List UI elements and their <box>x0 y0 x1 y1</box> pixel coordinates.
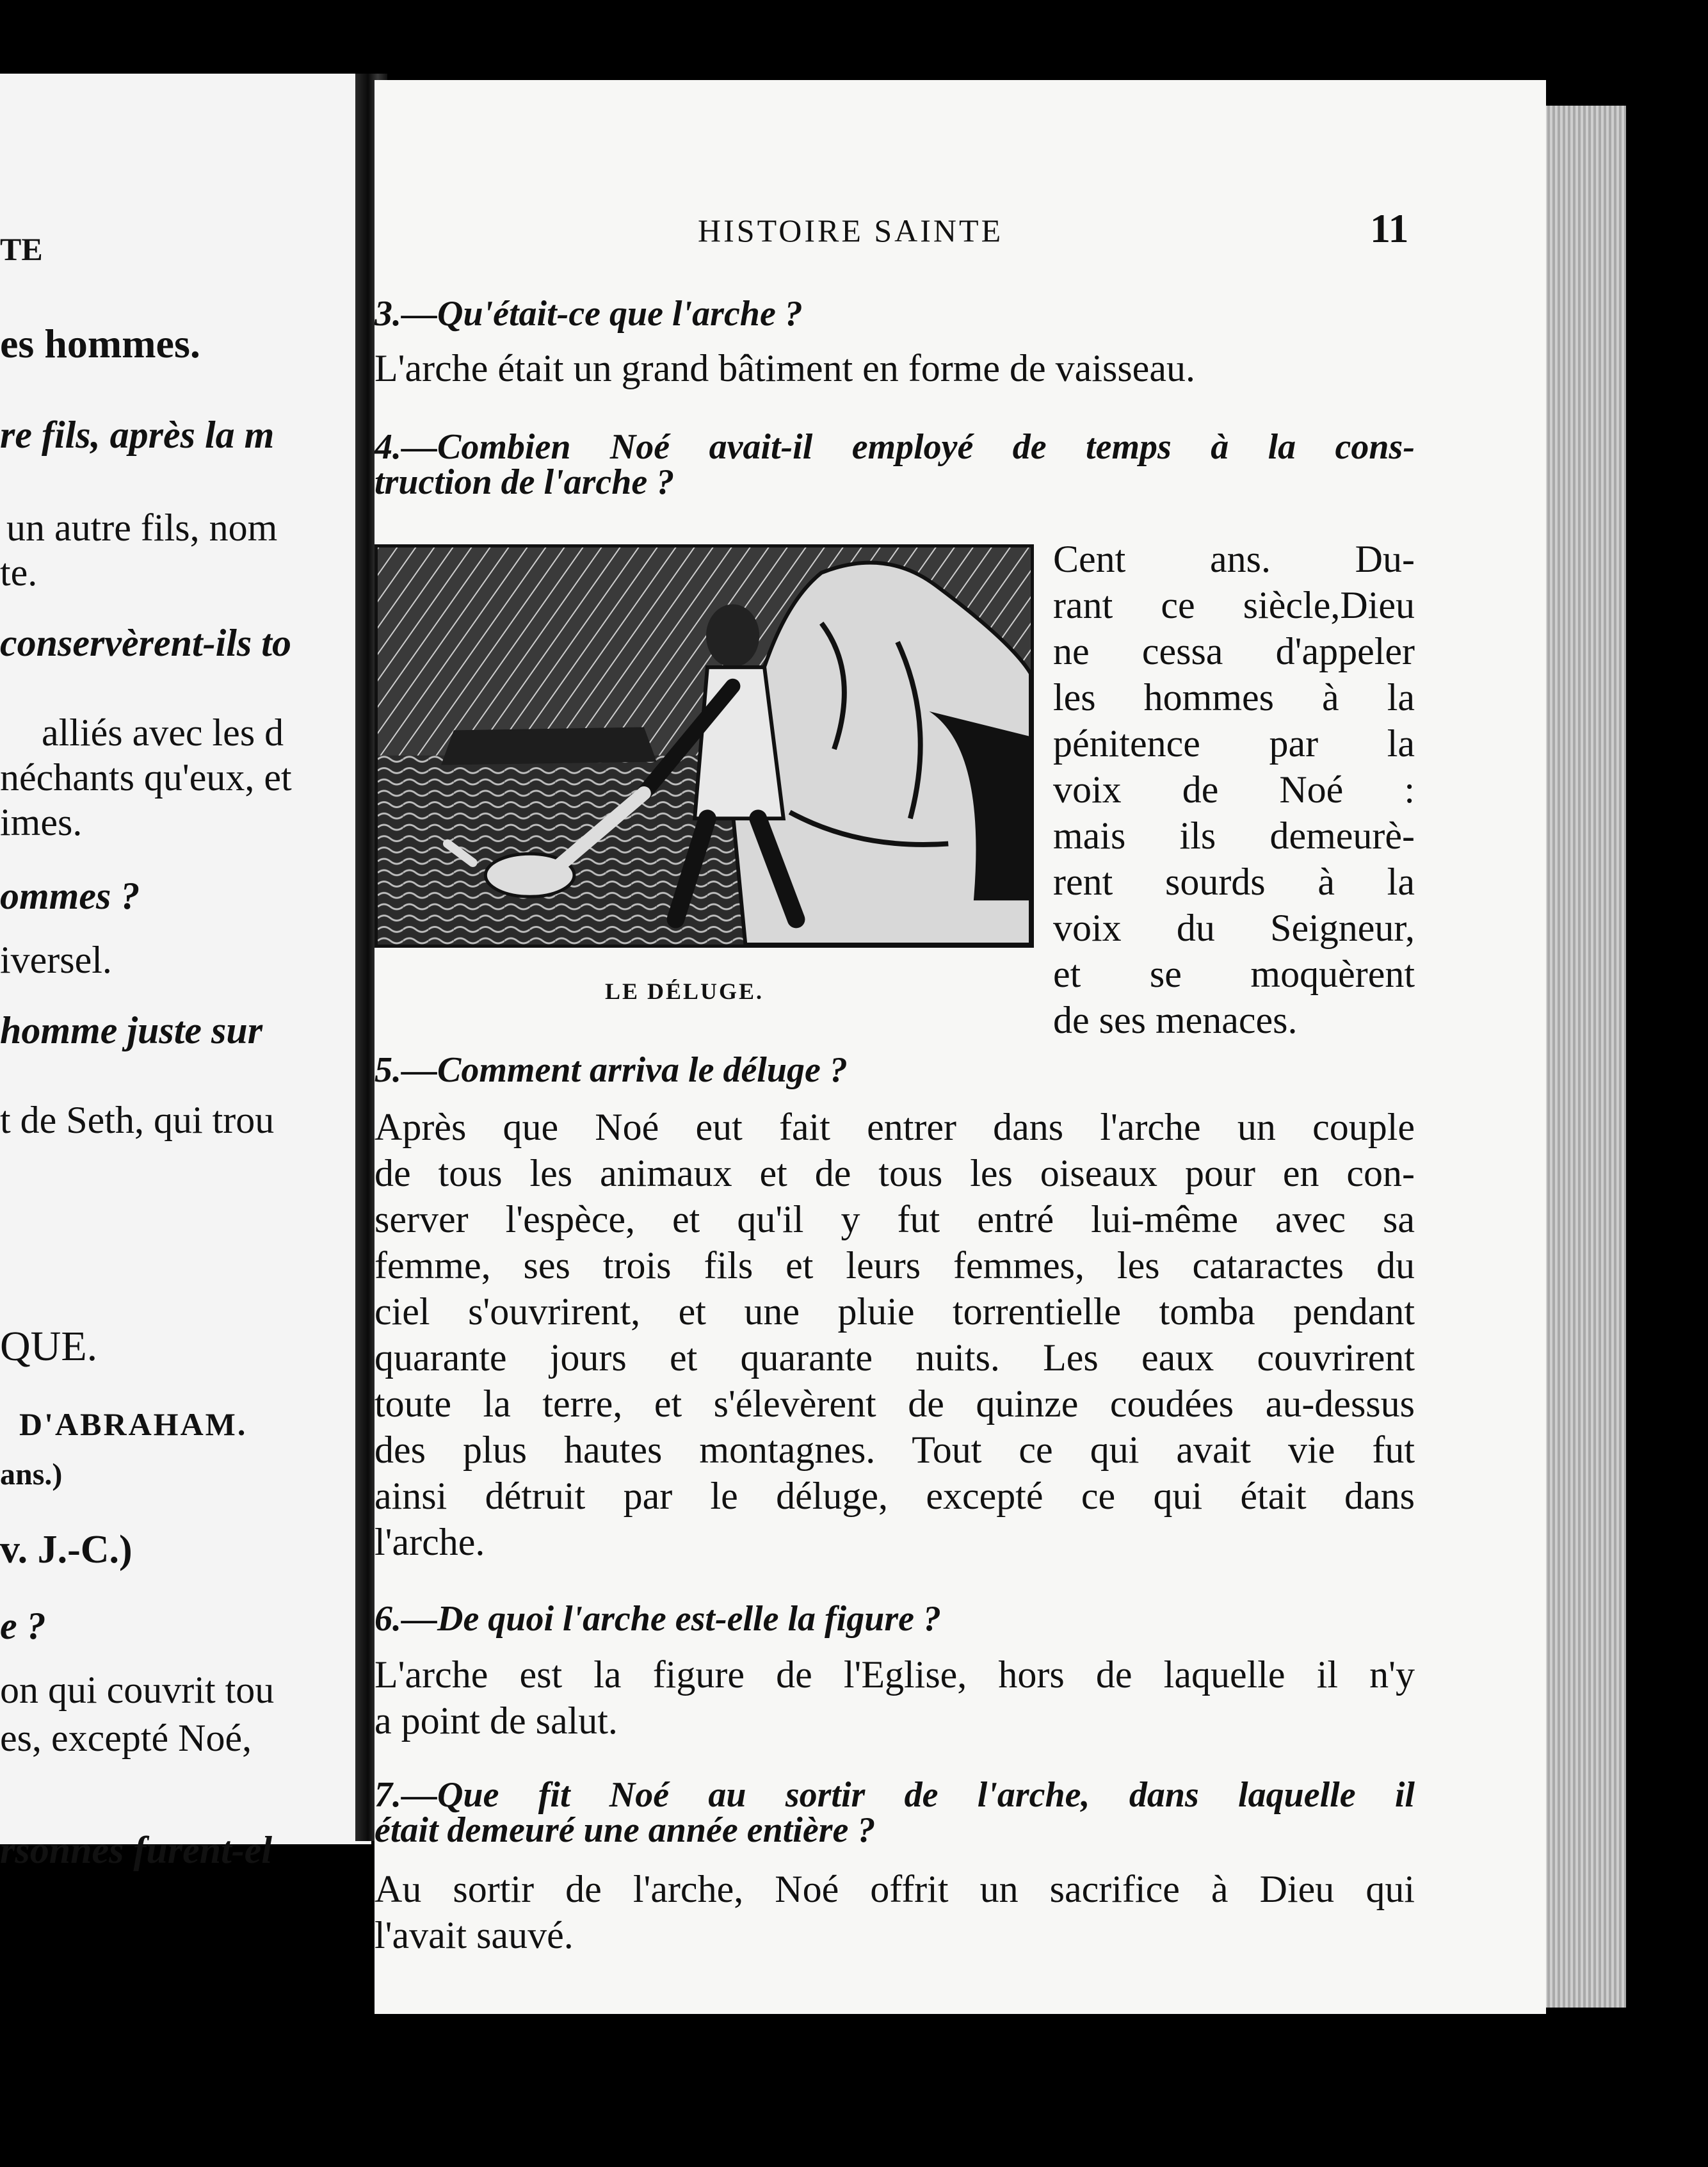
answer-5-line: ainsi détruit par le déluge, excepté ce qui était dans <box>375 1475 1415 1517</box>
left-line: te. <box>0 551 38 594</box>
answer-4-line: de ses menaces. <box>1053 999 1298 1041</box>
answer-4-line: rent sourds à la <box>1053 861 1415 903</box>
running-head: HISTOIRE SAINTE <box>698 213 1004 248</box>
right-page <box>375 80 1546 2014</box>
question-6: 6.—De quoi l'arche est-elle la figure ? <box>375 1599 942 1639</box>
left-line: on qui couvrit tou <box>0 1669 275 1711</box>
answer-7-line: Au sortir de l'arche, Noé offrit un sacrifice à Dieu qui <box>375 1868 1415 1910</box>
left-page <box>0 74 371 1871</box>
answer-3: L'arche était un grand bâtiment en forme de vaisseau. <box>375 347 1195 389</box>
question-5: 5.—Comment arriva le déluge ? <box>375 1050 848 1090</box>
answer-7-line: l'avait sauvé. <box>375 1914 574 1956</box>
question-7-line: était demeuré une année entière ? <box>375 1810 876 1850</box>
answer-5-line: Après que Noé eut fait entrer dans l'arche un couple <box>375 1106 1415 1148</box>
answer-4-line: ne cessa d'appeler <box>1053 630 1415 672</box>
left-line: t de Seth, qui trou <box>0 1099 275 1141</box>
left-line: es hommes. <box>0 321 200 366</box>
answer-5-line: l'arche. <box>375 1521 485 1563</box>
left-line: alliés avec les d <box>42 711 284 754</box>
page-number: 11 <box>1370 206 1409 251</box>
left-line: un autre fils, nom <box>6 507 278 549</box>
left-line: QUE. <box>0 1323 98 1370</box>
page-edge <box>1540 106 1626 2008</box>
left-line: imes. <box>0 801 83 843</box>
answer-5-line: server l'espèce, et qu'il y fut entré lui-même avec sa <box>375 1198 1415 1240</box>
answer-5-line: des plus hautes montagnes. Tout ce qui avait vie fut <box>375 1429 1415 1471</box>
left-line: conservèrent-ils to <box>0 622 291 664</box>
answer-4-line: les hommes à la <box>1053 676 1415 718</box>
left-line: TE <box>0 231 43 267</box>
answer-6-line: a point de salut. <box>375 1700 618 1742</box>
deluge-illustration <box>375 544 1034 948</box>
answer-5-line: de tous les animaux et de tous les oiseaux pour en con- <box>375 1152 1415 1194</box>
left-line: néchants qu'eux, et <box>0 756 292 799</box>
answer-5-line: ciel s'ouvrirent, et une pluie torrentielle tomba pendant <box>375 1290 1415 1333</box>
answer-5-line: toute la terre, et s'élevèrent de quinze coudées au-dessus <box>375 1383 1415 1425</box>
answer-4-line: pénitence par la <box>1053 722 1415 765</box>
question-4-line: 4.—Combien Noé avait-il employé de temps à la cons- <box>375 427 1415 467</box>
answer-4-line: mais ils demeurè- <box>1053 815 1415 857</box>
left-line: e ? <box>0 1605 46 1647</box>
answer-5-line: quarante jours et quarante nuits. Les eaux couvrirent <box>375 1336 1415 1379</box>
left-line: v. J.-C.) <box>0 1528 133 1571</box>
left-line: iversel. <box>0 939 112 981</box>
answer-5-line: femme, ses trois fils et leurs femmes, les cataractes du <box>375 1244 1415 1286</box>
answer-4-line: Cent ans. Du- <box>1053 538 1415 580</box>
left-line: ans.) <box>0 1457 63 1491</box>
left-line: rsonnes furent-el <box>0 1829 273 1871</box>
illustration-caption: LE DÉLUGE. <box>605 978 764 1004</box>
question-3: 3.—Qu'était-ce que l'arche ? <box>375 294 803 334</box>
question-4-line: truction de l'arche ? <box>375 462 675 502</box>
answer-4-line: rant ce siècle,Dieu <box>1053 584 1415 626</box>
left-line: ommes ? <box>0 875 140 917</box>
answer-4-line: et se moquèrent <box>1053 953 1415 995</box>
answer-4-line: voix du Seigneur, <box>1053 907 1415 949</box>
left-line: homme juste sur <box>0 1009 263 1051</box>
question-7-line: 7.—Que fit Noé au sortir de l'arche, dans laquelle il <box>375 1775 1415 1815</box>
left-line: re fils, après la m <box>0 414 275 456</box>
left-line: D'ABRAHAM. <box>19 1406 248 1442</box>
answer-4-line: voix de Noé : <box>1053 768 1415 811</box>
answer-6-line: L'arche est la figure de l'Eglise, hors de laquelle il n'y <box>375 1653 1415 1696</box>
left-line: es, excepté Noé, <box>0 1717 252 1759</box>
